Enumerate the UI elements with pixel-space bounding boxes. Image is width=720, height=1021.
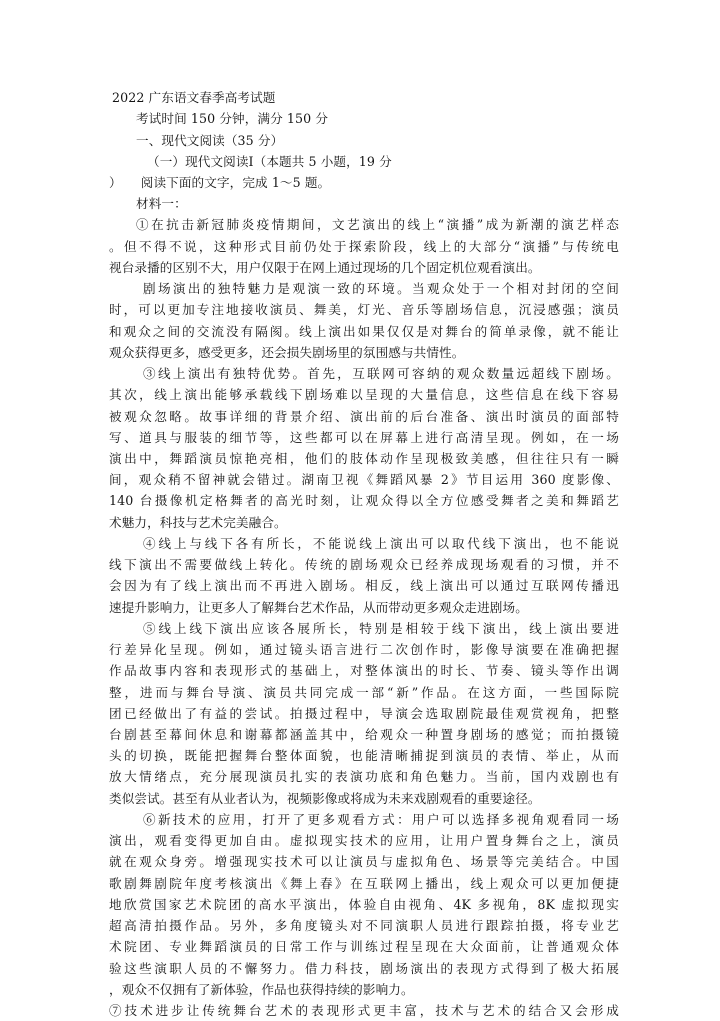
- paragraph-line: ⑤线上线下演出应该各展所长，特别是相较于线下演出，线上演出要进: [143, 620, 619, 636]
- instruction-line: ） 阅读下面的文字，完成 1～5 题。: [109, 174, 331, 190]
- paragraph-line: 放大情绪点，充分展现演员扎实的表演功底和角色魅力。当前，国内戏剧也有: [109, 769, 619, 785]
- paragraph-line: 台剧甚至幕间休息和谢幕都涵盖其中，给观众一种置身剧场的感觉；而拍摄镜: [109, 727, 619, 742]
- paragraph-line: 演出，观看变得更加自由。虚拟现实技术的应用，让用户置身舞台之上，演员: [109, 833, 619, 849]
- paragraph-line: 验这些演职人员的不懈努力。借力科技，剧场演出的表现方式得到了极大拓展: [109, 960, 619, 976]
- paragraph-line: 间，观众稍不留神就会错过。湖南卫视《舞蹈风暴 2》节目运用 360 度影像、: [109, 472, 619, 488]
- paragraph-line: 观众获得更多，感受更多，还会损失剧场里的氛围感与共情性。: [109, 344, 465, 360]
- paragraph-line: ⑥新技术的应用，打开了更多观看方式：用户可以选择多视角观看同一场: [143, 811, 619, 827]
- paragraph-line: 演出中，舞蹈演员惊艳亮相，他们的肢体动作呈现极致美感，但往往只有一瞬: [109, 451, 619, 466]
- paragraph-line: 线下演出不需要做线上转化。传统的剧场观众已经养成现场观看的习惯，并不: [109, 557, 619, 573]
- paragraph-line: 被观众忽略。故事详细的背景介绍、演出前的后台准备、演出时演员的面部特: [109, 408, 619, 424]
- exam-title: 2022 广东语文春季高考试题: [112, 90, 276, 105]
- paragraph-line: 。但不得不说，这种形式目前仍处于探索阶段，线上的大部分“演播”与传统电: [109, 238, 619, 254]
- paragraph-line: 剧场演出的独特魅力是观演一致的环境。当观众处于一个相对封闭的空间: [143, 281, 619, 297]
- material-label: 材料一：: [136, 196, 187, 212]
- paragraph-line: 团已经做出了有益的尝试。拍摄过程中，导演会选取剧院最佳观赏视角，把整: [109, 705, 619, 721]
- paragraph-line: 地欣赏国家艺术院团的高水平演出，体验自由视角、4K 多视角，8K 虚拟现实: [109, 896, 619, 912]
- paragraph-line: 和观众之间的交流没有隔阂。线上演出如果仅仅是对舞台的简单录像，就不能让: [109, 323, 619, 339]
- paragraph-line: 时，可以更加专注地接收演员、舞美，灯光、音乐等剧场信息，沉浸感强；演员: [109, 302, 619, 318]
- paragraph-line: 头的切换，既能把握舞台整体面貌，也能清晰捕捉到演员的表情、举止，从而: [109, 748, 619, 764]
- paragraph-line: 140 台摄像机定格舞者的高光时刻，让观众得以全方位感受舞者之美和舞蹈艺: [109, 493, 619, 509]
- paragraph-line: 作品故事内容和表现形式的基础上，对整体演出的时长、节奏、镜头等作出调: [109, 663, 619, 679]
- paragraph-line: 就在观众身旁。增强现实技术可以让演员与虚拟角色、场景等完美结合。中国: [109, 854, 619, 870]
- section-heading: 一、现代文阅读（35 分）: [136, 132, 284, 148]
- paragraph-line: ④线上与线下各有所长，不能说线上演出可以取代线下演出，也不能说: [143, 535, 619, 551]
- subsection-heading: （一）现代文阅读Ⅰ（本题共 5 小题，19 分: [147, 153, 392, 169]
- paragraph-line: ①在抗击新冠肺炎疫情期间，文艺演出的线上“演播”成为新潮的演艺样态: [136, 217, 619, 233]
- paragraph-line: 术院团、专业舞蹈演员的日常工作与训练过程呈现在大众面前，让普通观众体: [109, 939, 619, 955]
- paragraph-line: 速提升影响力，让更多人了解舞台艺术作品，从而带动更多观众走进剧场。: [109, 599, 528, 615]
- paragraph-line: ⑦技术进步让传统舞台艺术的表现形式更丰富，技术与艺术的结合又会形成: [109, 1003, 619, 1018]
- exam-meta: 考试时间 150 分钟，满分 150 分: [136, 111, 329, 127]
- paragraph-line: 视台录播的区别不大，用户仅限于在网上通过现场的几个固定机位观看演出。: [109, 259, 541, 275]
- paragraph-line: 类似尝试。甚至有从业者认为，视频影像或将成为未来戏剧观看的重要途径。: [109, 790, 541, 806]
- paragraph-line: ③线上演出有独特优势。首先，互联网可容纳的观众数量远超线下剧场。: [143, 366, 619, 381]
- paragraph-line: 整，进而与舞台导演、演员共同完成一部“新”作品。在这方面，一些国际院: [109, 684, 619, 700]
- paragraph-line: ，观众不仅拥有了新体验，作品也获得持续的影响力。: [109, 981, 414, 997]
- paragraph-line: 行差异化呈现。例如，通过镜头语言进行二次创作时，影像导演要在准确把握: [109, 642, 619, 657]
- paragraph-line: 超高清拍摄作品。另外，多角度镜头对不同演职人员进行跟踪拍摄，将专业艺: [109, 918, 619, 934]
- paragraph-line: 其次，线上演出能够承载线下剧场难以呈现的大量信息，这些信息在线下容易: [109, 387, 619, 403]
- paragraph-line: 会因为有了线上演出而不再进入剧场。相反，线上演出可以通过互联网传播迅: [109, 578, 619, 594]
- paragraph-line: 歌剧舞剧院年度考核演出《舞上春》在互联网上播出，线上观众可以更加便捷: [109, 875, 619, 891]
- paragraph-line: 术魅力，科技与艺术完美融合。: [109, 514, 287, 530]
- paragraph-line: 写、道具与服装的细节等，这些都可以在屏幕上进行高清呈现。例如，在一场: [109, 429, 619, 445]
